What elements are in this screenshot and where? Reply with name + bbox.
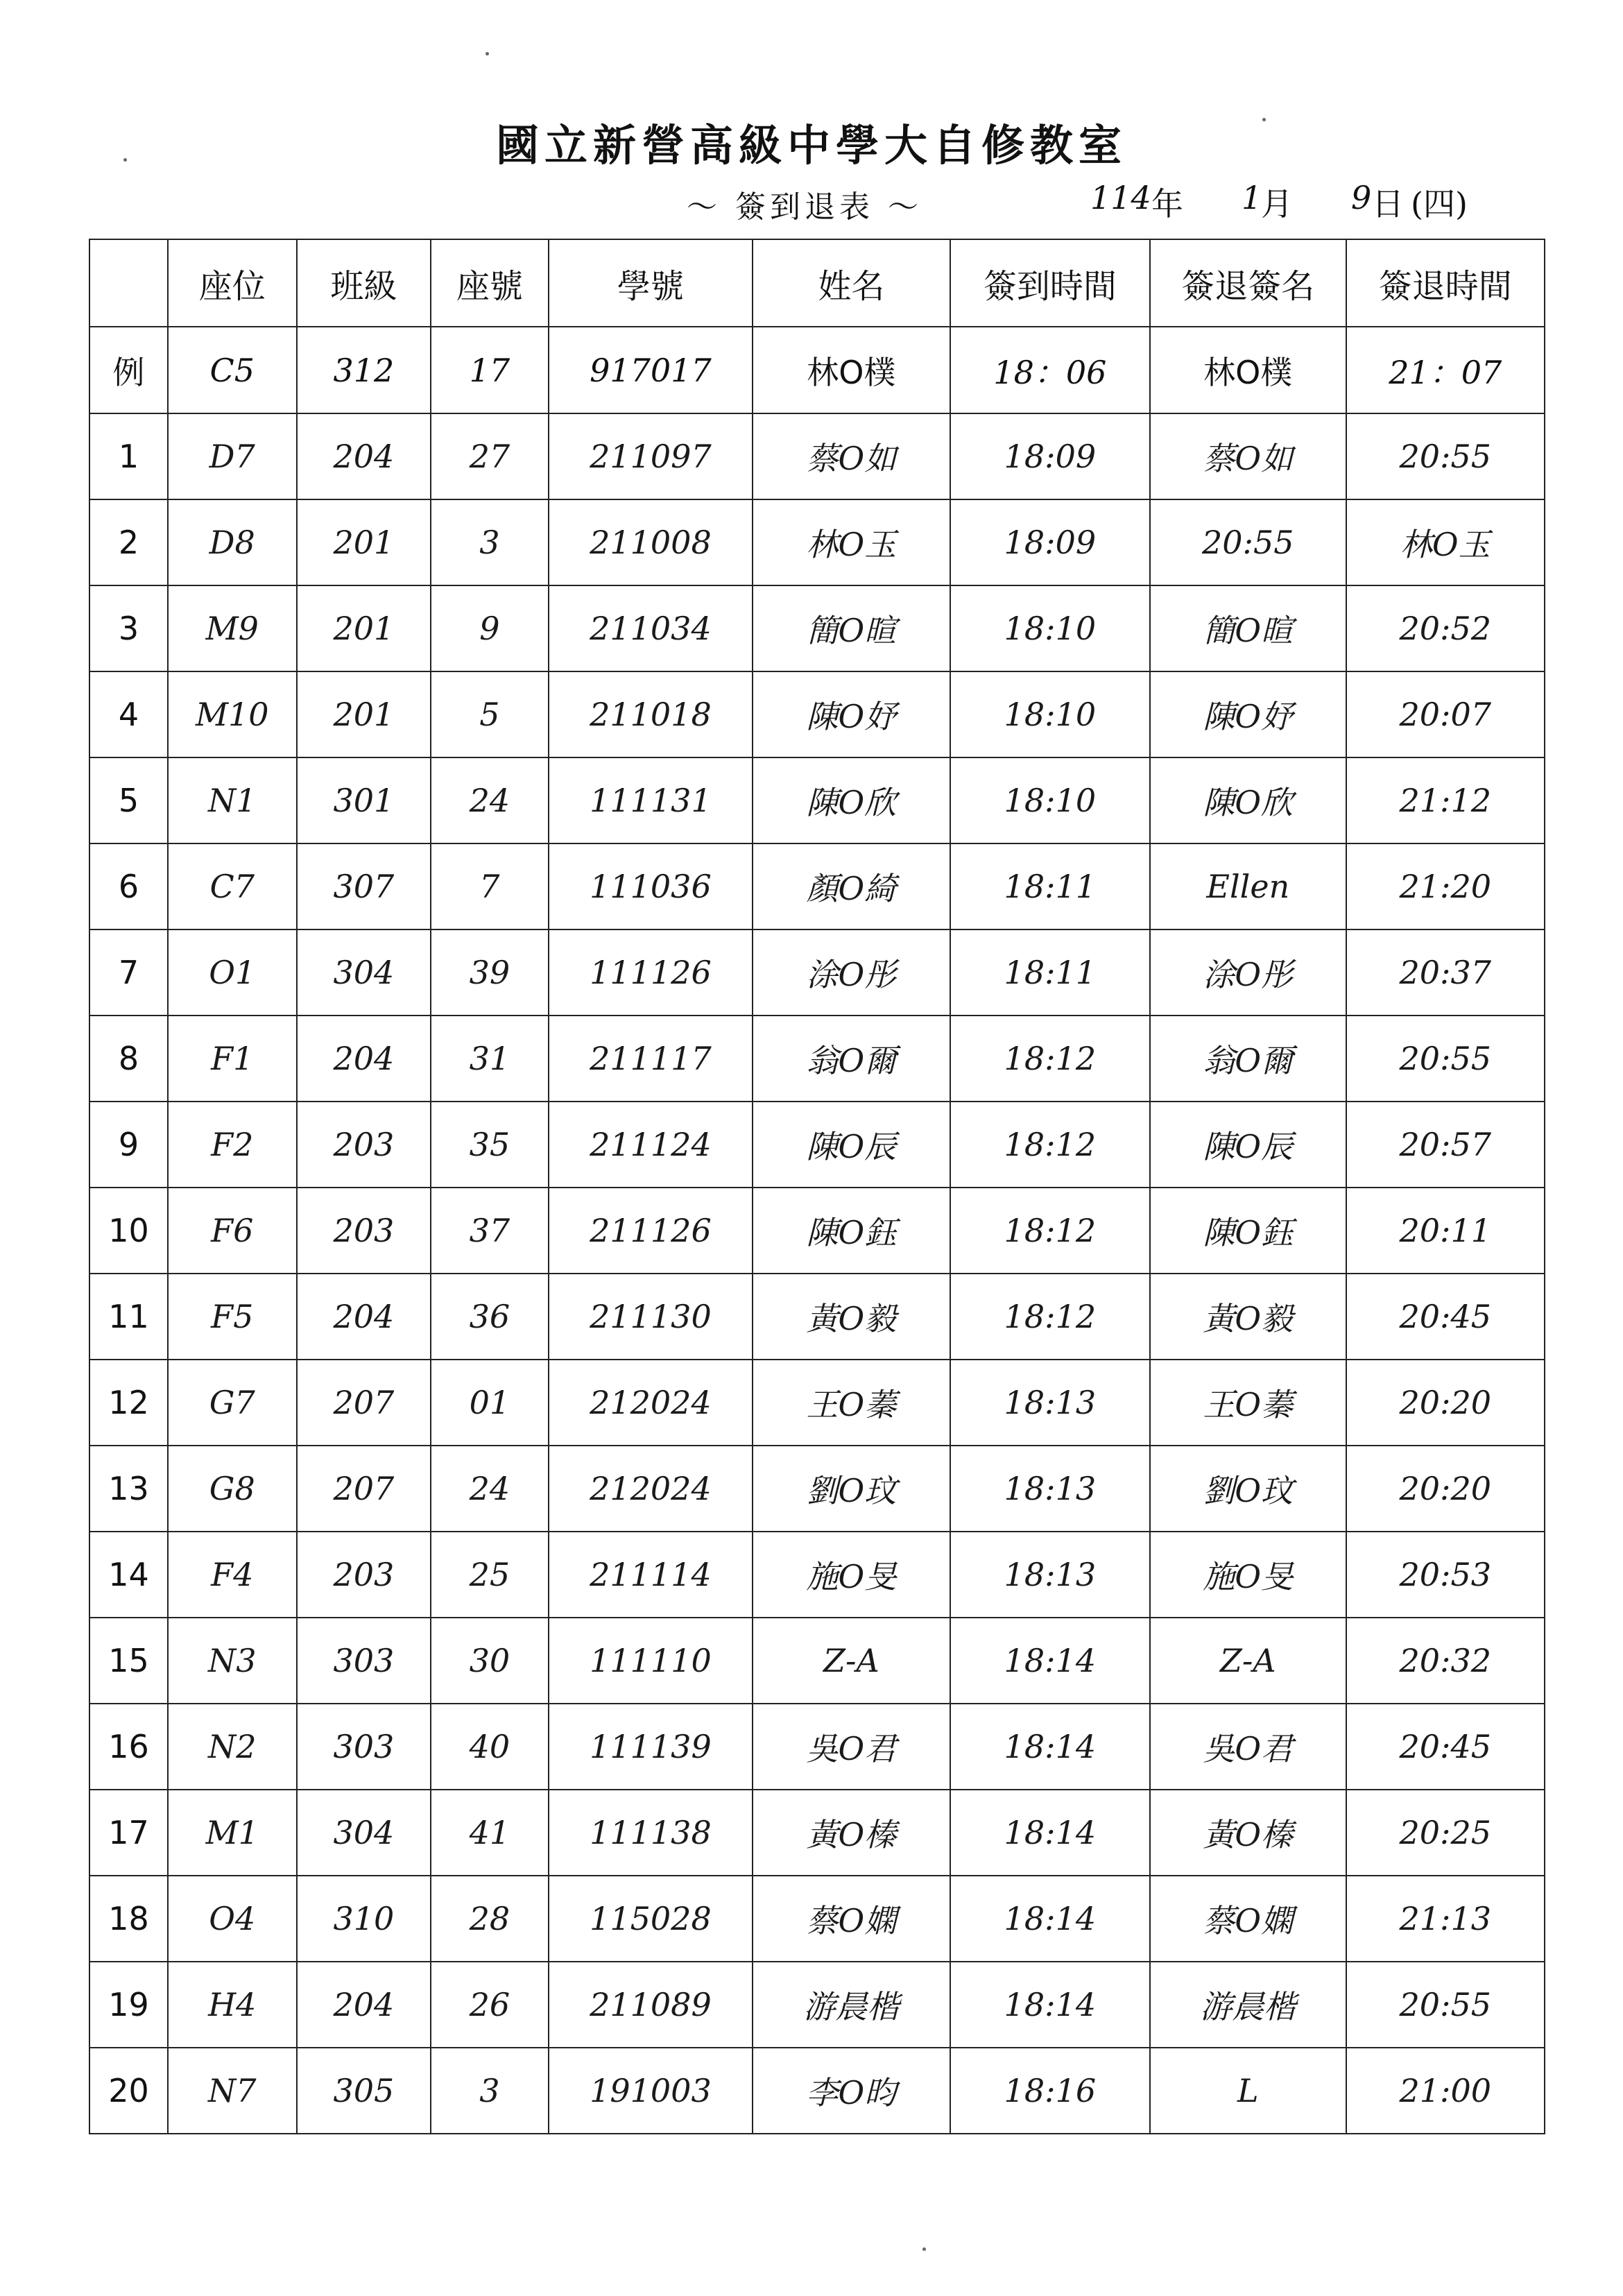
cell-student-id: 111036 xyxy=(549,843,753,929)
row-number: 2 xyxy=(89,499,168,585)
cell-sign-in-time: 18:12 xyxy=(950,1274,1150,1360)
date-year: 114 xyxy=(1090,179,1151,216)
cell-sign-in-time: 18:12 xyxy=(950,1102,1150,1188)
page-title: 國立新營高級中學大自修教室 xyxy=(495,120,1127,171)
cell-seat: N3 xyxy=(168,1618,297,1704)
cell-sign-out-signature: 施O旻 xyxy=(1150,1532,1346,1618)
cell-sign-in-time: 18:14 xyxy=(950,1790,1150,1876)
cell-sign-out-signature: 黃O毅 xyxy=(1150,1274,1346,1360)
example-sign-in: 18：06 xyxy=(950,327,1150,413)
example-name: 林O樸 xyxy=(753,327,950,413)
table-row xyxy=(89,1360,1545,1446)
cell-name: 王O蓁 xyxy=(753,1360,950,1446)
cell-sign-out-time: 20:57 xyxy=(1346,1102,1545,1188)
cell-student-id: 211089 xyxy=(549,1962,753,2048)
cell-sign-in-time: 18:10 xyxy=(950,585,1150,671)
cell-sign-out-signature: Ellen xyxy=(1150,843,1346,929)
cell-student-id: 211124 xyxy=(549,1102,753,1188)
cell-sign-out-time: 20:55 xyxy=(1346,1016,1545,1102)
cell-name: Z-A xyxy=(753,1618,950,1704)
cell-class: 304 xyxy=(297,929,431,1016)
cell-sign-out-signature: 黃O榛 xyxy=(1150,1790,1346,1876)
table-row xyxy=(89,1876,1545,1962)
example-sign-out: 21：07 xyxy=(1346,327,1545,413)
cell-sign-in-time: 18:14 xyxy=(950,1618,1150,1704)
table-row xyxy=(89,499,1545,585)
col-header-sign-out-time: 簽退時間 xyxy=(1346,239,1545,327)
row-number: 8 xyxy=(89,1016,168,1102)
cell-sign-out-signature: 20:55 xyxy=(1150,499,1346,585)
cell-number: 28 xyxy=(431,1876,548,1962)
row-number: 20 xyxy=(89,2048,168,2134)
date-weekday: (四) xyxy=(1411,185,1468,223)
cell-name: 李O昀 xyxy=(753,2048,950,2134)
scan-speck xyxy=(1262,118,1266,121)
cell-sign-out-time: 20:55 xyxy=(1346,413,1545,499)
cell-sign-out-time: 21:20 xyxy=(1346,843,1545,929)
cell-student-id: 111126 xyxy=(549,929,753,1016)
scan-speck xyxy=(486,52,489,55)
cell-class: 204 xyxy=(297,1274,431,1360)
table-row xyxy=(89,1274,1545,1360)
cell-seat: N7 xyxy=(168,2048,297,2134)
example-student-id: 917017 xyxy=(549,327,753,413)
cell-seat: H4 xyxy=(168,1962,297,2048)
cell-seat: O4 xyxy=(168,1876,297,1962)
cell-student-id: 115028 xyxy=(549,1876,753,1962)
cell-sign-out-time: 20:37 xyxy=(1346,929,1545,1016)
cell-number: 41 xyxy=(431,1790,548,1876)
table-row xyxy=(89,1962,1545,2048)
cell-class: 204 xyxy=(297,413,431,499)
cell-student-id: 211114 xyxy=(549,1532,753,1618)
cell-student-id: 111139 xyxy=(549,1704,753,1790)
cell-name: 劉O玟 xyxy=(753,1446,950,1532)
cell-student-id: 111110 xyxy=(549,1618,753,1704)
cell-class: 303 xyxy=(297,1618,431,1704)
scan-speck xyxy=(922,2247,926,2251)
row-number: 13 xyxy=(89,1446,168,1532)
cell-sign-in-time: 18:11 xyxy=(950,929,1150,1016)
cell-class: 310 xyxy=(297,1876,431,1962)
cell-name: 簡O暄 xyxy=(753,585,950,671)
cell-class: 304 xyxy=(297,1790,431,1876)
cell-name: 陳O妤 xyxy=(753,671,950,757)
cell-sign-out-signature: 陳O妤 xyxy=(1150,671,1346,757)
example-number: 17 xyxy=(431,327,548,413)
col-header-class: 班級 xyxy=(297,239,431,327)
cell-sign-out-signature: 游晨楷 xyxy=(1150,1962,1346,2048)
cell-number: 01 xyxy=(431,1360,548,1446)
cell-sign-out-time: 21:12 xyxy=(1346,757,1545,843)
table-row xyxy=(89,2048,1545,2134)
table-row xyxy=(89,413,1545,499)
sign-in-table xyxy=(89,239,1545,2134)
cell-sign-in-time: 18:16 xyxy=(950,2048,1150,2134)
cell-student-id: 111131 xyxy=(549,757,753,843)
cell-class: 207 xyxy=(297,1446,431,1532)
row-number: 5 xyxy=(89,757,168,843)
table-row xyxy=(89,1102,1545,1188)
table-row xyxy=(89,843,1545,929)
cell-student-id: 211008 xyxy=(549,499,753,585)
cell-number: 24 xyxy=(431,1446,548,1532)
cell-seat: G7 xyxy=(168,1360,297,1446)
cell-seat: N1 xyxy=(168,757,297,843)
example-class: 312 xyxy=(297,327,431,413)
cell-sign-out-time: 林O玉 xyxy=(1346,499,1545,585)
cell-name: 顏O綺 xyxy=(753,843,950,929)
table-row xyxy=(89,585,1545,671)
cell-number: 25 xyxy=(431,1532,548,1618)
date-day-unit: 日 xyxy=(1372,185,1404,223)
cell-sign-out-signature: 吳O君 xyxy=(1150,1704,1346,1790)
cell-student-id: 111138 xyxy=(549,1790,753,1876)
cell-sign-in-time: 18:13 xyxy=(950,1532,1150,1618)
cell-sign-in-time: 18:10 xyxy=(950,757,1150,843)
cell-seat: F1 xyxy=(168,1016,297,1102)
cell-class: 305 xyxy=(297,2048,431,2134)
col-header-index xyxy=(89,239,168,327)
cell-seat: M1 xyxy=(168,1790,297,1876)
cell-name: 翁O爾 xyxy=(753,1016,950,1102)
cell-seat: F5 xyxy=(168,1274,297,1360)
table-row xyxy=(89,757,1545,843)
page-subtitle: ～ 簽到退表 ～ xyxy=(687,189,922,225)
cell-sign-out-time: 20:53 xyxy=(1346,1532,1545,1618)
cell-class: 201 xyxy=(297,499,431,585)
cell-class: 203 xyxy=(297,1532,431,1618)
cell-class: 204 xyxy=(297,1962,431,2048)
table-row xyxy=(89,929,1545,1016)
row-number: 12 xyxy=(89,1360,168,1446)
cell-sign-in-time: 18:09 xyxy=(950,413,1150,499)
cell-sign-out-time: 20:55 xyxy=(1346,1962,1545,2048)
cell-seat: D7 xyxy=(168,413,297,499)
cell-sign-out-signature: Z-A xyxy=(1150,1618,1346,1704)
date-month-unit: 月 xyxy=(1261,185,1293,223)
cell-sign-out-time: 20:25 xyxy=(1346,1790,1545,1876)
cell-seat: D8 xyxy=(168,499,297,585)
cell-sign-in-time: 18:14 xyxy=(950,1962,1150,2048)
cell-name: 蔡O嫻 xyxy=(753,1876,950,1962)
cell-sign-out-signature: 劉O玟 xyxy=(1150,1446,1346,1532)
cell-student-id: 211130 xyxy=(549,1274,753,1360)
cell-sign-out-time: 20:45 xyxy=(1346,1274,1545,1360)
cell-seat: F6 xyxy=(168,1188,297,1274)
row-number: 1 xyxy=(89,413,168,499)
cell-sign-in-time: 18:14 xyxy=(950,1876,1150,1962)
date-year-unit: 年 xyxy=(1151,185,1183,223)
cell-name: 陳O辰 xyxy=(753,1102,950,1188)
cell-name: 黃O榛 xyxy=(753,1790,950,1876)
cell-seat: G8 xyxy=(168,1446,297,1532)
cell-sign-out-signature: 陳O鈺 xyxy=(1150,1188,1346,1274)
cell-class: 303 xyxy=(297,1704,431,1790)
cell-student-id: 211126 xyxy=(549,1188,753,1274)
table-row xyxy=(89,1790,1545,1876)
cell-number: 27 xyxy=(431,413,548,499)
table-row xyxy=(89,1016,1545,1102)
cell-seat: N2 xyxy=(168,1704,297,1790)
cell-number: 40 xyxy=(431,1704,548,1790)
cell-name: 施O旻 xyxy=(753,1532,950,1618)
cell-number: 3 xyxy=(431,499,548,585)
cell-student-id: 212024 xyxy=(549,1360,753,1446)
date-day: 9 xyxy=(1351,179,1372,216)
cell-seat: F2 xyxy=(168,1102,297,1188)
example-sign-out-name: 林O樸 xyxy=(1150,327,1346,413)
cell-sign-in-time: 18:09 xyxy=(950,499,1150,585)
table-row xyxy=(89,1532,1545,1618)
cell-sign-in-time: 18:14 xyxy=(950,1704,1150,1790)
cell-sign-out-signature: 陳O辰 xyxy=(1150,1102,1346,1188)
cell-sign-out-time: 20:20 xyxy=(1346,1446,1545,1532)
row-number: 3 xyxy=(89,585,168,671)
cell-class: 204 xyxy=(297,1016,431,1102)
cell-number: 35 xyxy=(431,1102,548,1188)
cell-sign-out-signature: 王O蓁 xyxy=(1150,1360,1346,1446)
cell-sign-out-signature: 簡O暄 xyxy=(1150,585,1346,671)
row-number: 15 xyxy=(89,1618,168,1704)
cell-name: 吳O君 xyxy=(753,1704,950,1790)
cell-name: 林O玉 xyxy=(753,499,950,585)
row-number: 10 xyxy=(89,1188,168,1274)
cell-sign-in-time: 18:13 xyxy=(950,1446,1150,1532)
cell-seat: C7 xyxy=(168,843,297,929)
cell-number: 3 xyxy=(431,2048,548,2134)
row-number: 19 xyxy=(89,1962,168,2048)
col-header-seat: 座位 xyxy=(168,239,297,327)
cell-sign-out-signature: 蔡O嫻 xyxy=(1150,1876,1346,1962)
header-row xyxy=(89,239,1545,327)
cell-name: 黃O毅 xyxy=(753,1274,950,1360)
cell-sign-out-signature: 陳O欣 xyxy=(1150,757,1346,843)
cell-name: 蔡O如 xyxy=(753,413,950,499)
cell-seat: F4 xyxy=(168,1532,297,1618)
cell-number: 37 xyxy=(431,1188,548,1274)
table-row xyxy=(89,1618,1545,1704)
col-header-sign-out-signature: 簽退簽名 xyxy=(1150,239,1346,327)
example-row xyxy=(89,327,1545,413)
cell-class: 201 xyxy=(297,671,431,757)
cell-sign-out-time: 20:07 xyxy=(1346,671,1545,757)
table-row xyxy=(89,1704,1545,1790)
cell-sign-out-signature: L xyxy=(1150,2048,1346,2134)
cell-student-id: 212024 xyxy=(549,1446,753,1532)
row-number: 16 xyxy=(89,1704,168,1790)
cell-number: 9 xyxy=(431,585,548,671)
row-number: 7 xyxy=(89,929,168,1016)
row-number: 6 xyxy=(89,843,168,929)
cell-sign-in-time: 18:12 xyxy=(950,1016,1150,1102)
cell-sign-out-time: 20:20 xyxy=(1346,1360,1545,1446)
col-header-number: 座號 xyxy=(431,239,548,327)
cell-student-id: 191003 xyxy=(549,2048,753,2134)
col-header-student-id: 學號 xyxy=(549,239,753,327)
example-seat: C5 xyxy=(168,327,297,413)
cell-student-id: 211018 xyxy=(549,671,753,757)
scan-speck xyxy=(123,158,127,162)
cell-seat: M9 xyxy=(168,585,297,671)
row-number: 18 xyxy=(89,1876,168,1962)
cell-sign-out-time: 20:32 xyxy=(1346,1618,1545,1704)
row-number: 9 xyxy=(89,1102,168,1188)
row-number: 4 xyxy=(89,671,168,757)
cell-student-id: 211117 xyxy=(549,1016,753,1102)
cell-seat: O1 xyxy=(168,929,297,1016)
table-row xyxy=(89,1446,1545,1532)
cell-class: 301 xyxy=(297,757,431,843)
cell-student-id: 211034 xyxy=(549,585,753,671)
row-number: 14 xyxy=(89,1532,168,1618)
cell-name: 游晨楷 xyxy=(753,1962,950,2048)
cell-number: 7 xyxy=(431,843,548,929)
cell-number: 36 xyxy=(431,1274,548,1360)
cell-name: 陳O鈺 xyxy=(753,1188,950,1274)
cell-number: 30 xyxy=(431,1618,548,1704)
cell-class: 203 xyxy=(297,1188,431,1274)
cell-sign-out-signature: 蔡O如 xyxy=(1150,413,1346,499)
row-number: 17 xyxy=(89,1790,168,1876)
cell-class: 207 xyxy=(297,1360,431,1446)
cell-sign-out-signature: 翁O爾 xyxy=(1150,1016,1346,1102)
cell-name: 陳O欣 xyxy=(753,757,950,843)
cell-sign-in-time: 18:12 xyxy=(950,1188,1150,1274)
cell-sign-in-time: 18:10 xyxy=(950,671,1150,757)
date-month: 1 xyxy=(1242,179,1262,216)
cell-sign-out-signature: 涂O彤 xyxy=(1150,929,1346,1016)
cell-sign-out-time: 20:52 xyxy=(1346,585,1545,671)
cell-sign-out-time: 20:11 xyxy=(1346,1188,1545,1274)
cell-sign-in-time: 18:13 xyxy=(950,1360,1150,1446)
row-number: 11 xyxy=(89,1274,168,1360)
cell-sign-out-time: 20:45 xyxy=(1346,1704,1545,1790)
col-header-name: 姓名 xyxy=(753,239,950,327)
cell-class: 201 xyxy=(297,585,431,671)
cell-class: 203 xyxy=(297,1102,431,1188)
cell-number: 31 xyxy=(431,1016,548,1102)
table-row xyxy=(89,671,1545,757)
cell-student-id: 211097 xyxy=(549,413,753,499)
table-row xyxy=(89,1188,1545,1274)
cell-class: 307 xyxy=(297,843,431,929)
example-label: 例 xyxy=(89,327,168,413)
cell-number: 24 xyxy=(431,757,548,843)
cell-seat: M10 xyxy=(168,671,297,757)
cell-number: 26 xyxy=(431,1962,548,2048)
cell-sign-out-time: 21:13 xyxy=(1346,1876,1545,1962)
cell-sign-out-time: 21:00 xyxy=(1346,2048,1545,2134)
cell-name: 涂O彤 xyxy=(753,929,950,1016)
cell-number: 5 xyxy=(431,671,548,757)
cell-number: 39 xyxy=(431,929,548,1016)
cell-sign-in-time: 18:11 xyxy=(950,843,1150,929)
col-header-sign-in-time: 簽到時間 xyxy=(950,239,1150,327)
